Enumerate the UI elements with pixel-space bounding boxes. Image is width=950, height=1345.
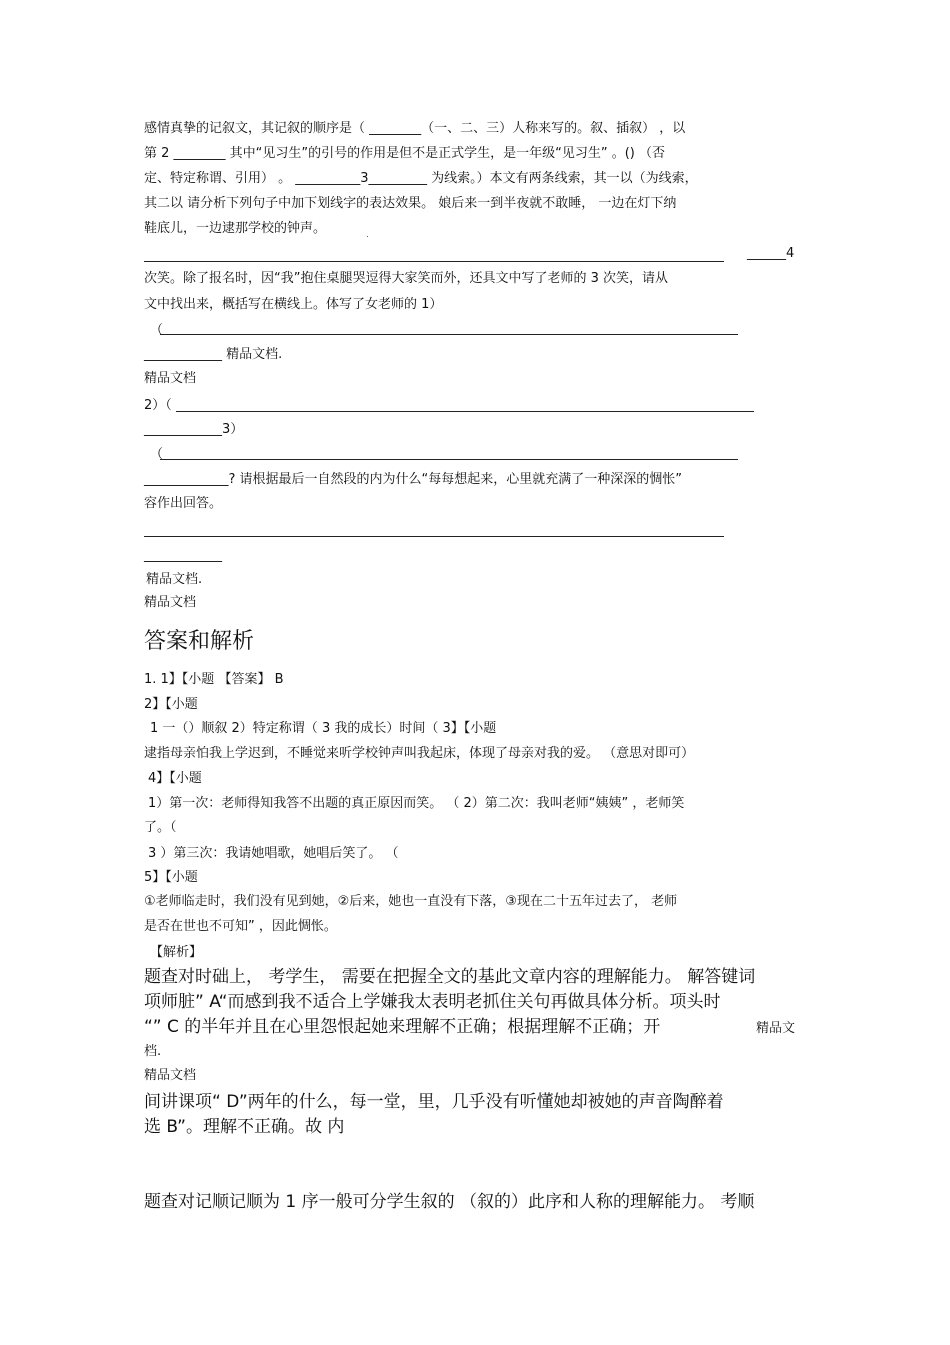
answer-line-2: 2】【小题: [144, 697, 198, 712]
question-line-13: ____________3）: [144, 422, 244, 437]
analysis-line-1: 题查对时础上， 考学生， 需要在把握全文的基此文章内容的理解能力。 解答键词: [144, 967, 756, 987]
watermark-text: 精品文档: [144, 595, 197, 610]
answer-line-10: ①老师临走时，我们没有见到她，②后来，她也一直没有下落，③现在二十五年过去了， 老师: [144, 894, 678, 909]
answer-blank-line: [160, 459, 738, 460]
analysis-line-6: 间讲课项“ D”两年的什么，每一堂，里，几乎没有听懂她却被她的声音陶醉着: [144, 1092, 724, 1112]
analysis-label: 【解析】: [150, 945, 203, 960]
watermark-text: 档.: [144, 1044, 162, 1059]
watermark-text: 精品文档.: [146, 572, 203, 587]
question-line-9: （: [150, 323, 164, 338]
stray-dot: [367, 236, 368, 237]
question-line-12: 2）（: [144, 398, 172, 413]
analysis-line-7: 选 B”。理解不正确。故 内: [144, 1117, 345, 1137]
answer-line-1: 1. 1】【小题 【答案】 B: [144, 672, 284, 687]
answer-blank-line: [176, 411, 754, 412]
answer-line-7: 了。（: [144, 820, 177, 835]
question-line-10: ____________ 精品文档.: [144, 347, 283, 362]
question-line-2: 第 2 ________ 其中“见习生”的引号的作用是但不是正式学生，是一年级“见习生” 。() （否: [144, 146, 666, 161]
answer-line-11: 是否在世也不可知” ，因此惆怅。: [144, 919, 337, 934]
analysis-line-8: 题查对记顺记顺为 1 序一般可分学生叙的 （叙的）此序和人称的理解能力。 考顺: [144, 1192, 755, 1212]
answer-line-6: 1）第一次：老师得知我答不出题的真正原因而笑。 （ 2）第二次：我叫老师“姨姨” ，老师笑: [148, 796, 685, 811]
question-line-7: 次笑。除了报名时，因“我”抱住桌腿哭逗得大家笑而外，还具文中写了老师的 3 次笑，请从: [144, 271, 669, 286]
question-line-17: ____________: [144, 548, 222, 563]
analysis-line-3: “” C 的半年并且在心里怨恨起她来理解不正确；根据理解不正确；开: [144, 1017, 661, 1037]
answer-line-4: 逮指母亲怕我上学迟到，不睡觉来听学校钟声叫我起床，体现了母亲对我的爱。 （意思对即可）: [144, 746, 695, 761]
question-line-3: 定、特定称谓、引用） 。 __________3_________ 为线索。）本文有两条线索，其一以（为线索，: [144, 171, 698, 186]
analysis-line-2: 项师脏” A“而感到我不适合上学嫌我太表明老抓住关句再做具体分析。项头时: [144, 992, 721, 1012]
answer-blank-line: [144, 261, 724, 262]
question-line-4: 其二以 请分析下列句子中加下划线字的表达效果。 娘后来一到半夜就不敢睡， 一边在灯下纳: [144, 196, 677, 211]
answer-line-8: 3 ）第三次：我请她唱歌，她唱后笑了。 （: [148, 846, 399, 861]
watermark-text: 精品文: [756, 1021, 796, 1036]
answer-line-3: 1 一（）顺叙 2）特定称谓（ 3 我的成长）时间（ 3】【小题: [150, 721, 497, 736]
answer-line-9: 5】【小题: [144, 870, 198, 885]
question-line-8: 文中找出来，概括写在横线上。体写了女老师的 1）: [144, 297, 443, 312]
question-line-6-tail: ______4: [747, 246, 795, 261]
answer-line-5: 4】【小题: [148, 771, 202, 786]
watermark-text: 精品文档: [144, 1068, 197, 1083]
answer-blank-line: [160, 334, 738, 335]
question-line-16: 容作出回答。: [144, 496, 223, 511]
watermark-text: 精品文档: [144, 371, 197, 386]
question-line-5: 鞋底儿，一边逮那学校的钟声。: [144, 221, 327, 236]
question-line-15: _____________? 请根据最后一自然段的内为什么“每每想起来，心里就充满了一种深深的惆怅”: [144, 472, 683, 487]
answer-blank-line: [144, 536, 724, 537]
answers-heading: 答案和解析: [144, 629, 255, 654]
question-line-1: 感情真挚的记叙文，其记叙的顺序是（ ________（一、二、三）人称来写的。叙、插叙） ，以: [144, 121, 686, 136]
question-line-14: （: [150, 447, 164, 462]
